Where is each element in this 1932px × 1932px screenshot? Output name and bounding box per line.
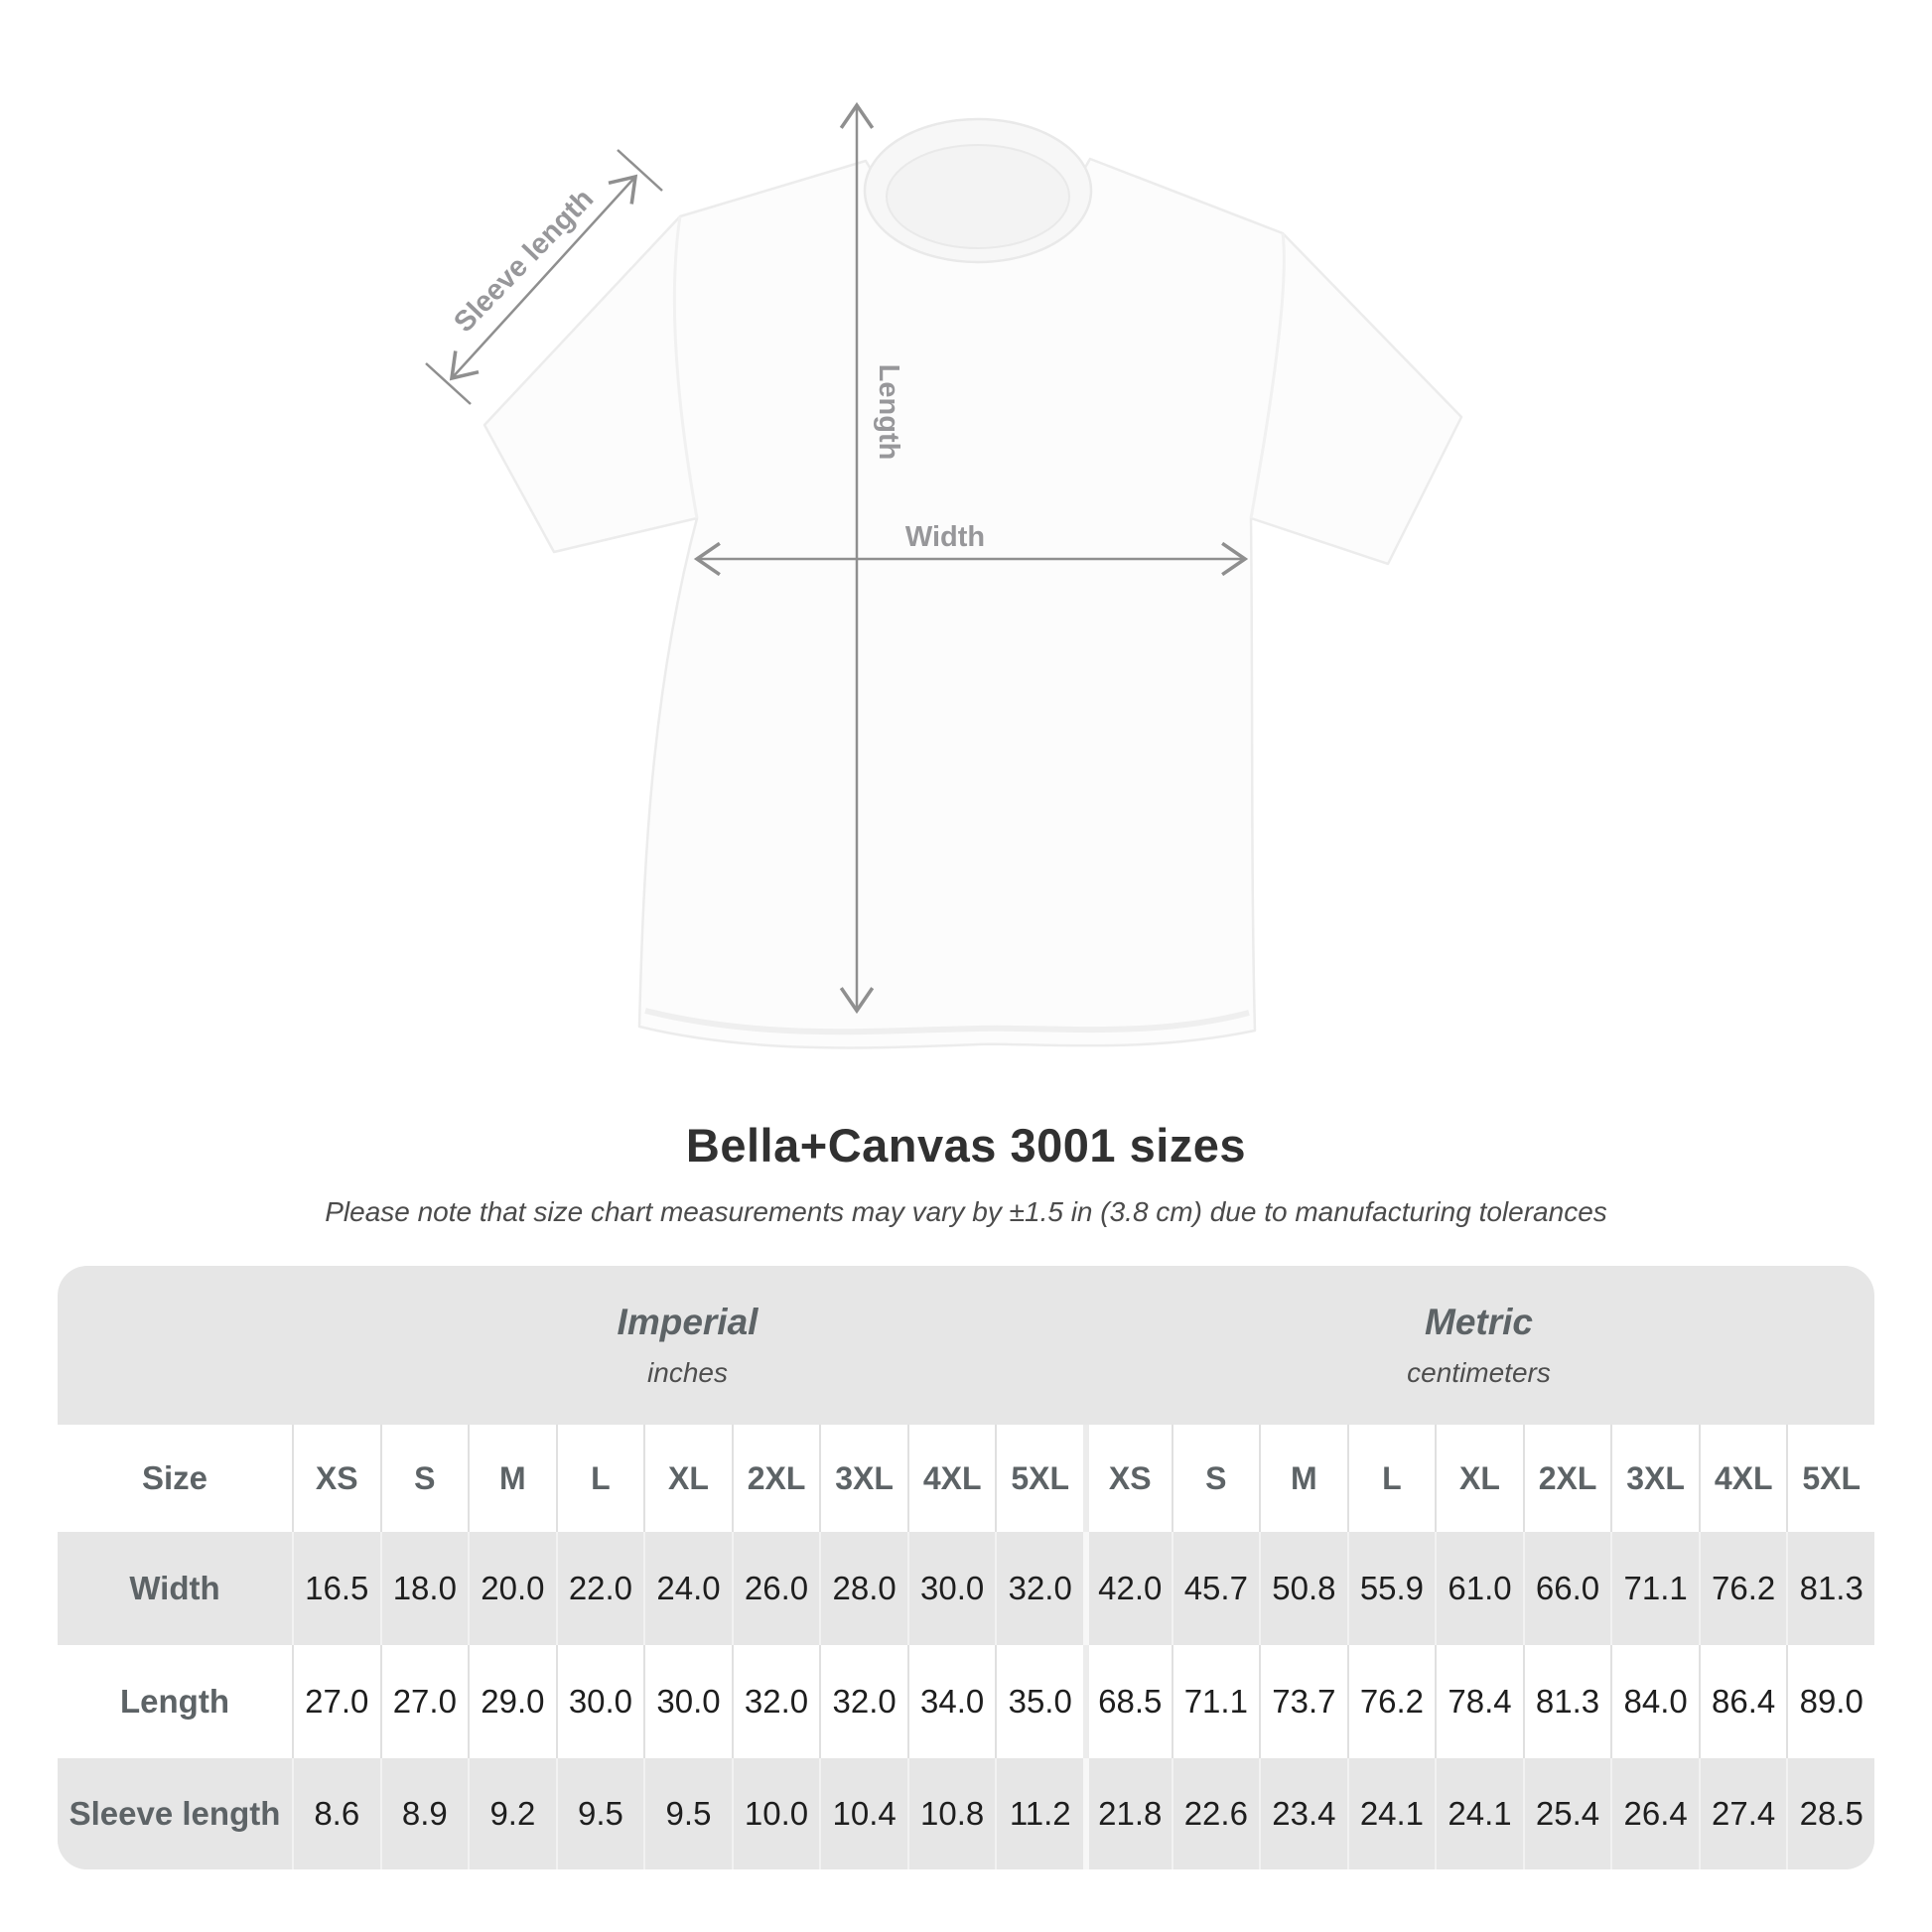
size-chart-value: 24.1 bbox=[1435, 1758, 1523, 1869]
size-chart-value: 71.1 bbox=[1172, 1645, 1260, 1758]
row-label-sleeve-length: Sleeve length bbox=[58, 1758, 292, 1869]
size-chart-value: 68.5 bbox=[1083, 1645, 1172, 1758]
size-chart-value: 9.5 bbox=[643, 1758, 732, 1869]
size-column-header: S bbox=[380, 1425, 469, 1532]
size-chart-value: 89.0 bbox=[1786, 1645, 1874, 1758]
size-chart-value: 45.7 bbox=[1172, 1532, 1260, 1645]
size-column-header: L bbox=[556, 1425, 644, 1532]
size-chart-value: 24.0 bbox=[643, 1532, 732, 1645]
size-column-header: S bbox=[1172, 1425, 1260, 1532]
size-chart-value: 10.4 bbox=[819, 1758, 907, 1869]
page-title: Bella+Canvas 3001 sizes bbox=[685, 1119, 1247, 1172]
row-label-width: Width bbox=[58, 1532, 292, 1645]
size-chart-value: 30.0 bbox=[907, 1532, 996, 1645]
size-chart-value: 18.0 bbox=[380, 1532, 469, 1645]
page-subtitle: Please note that size chart measurements may vary by ±1.5 in (3.8 cm) due to manufacturing tolerances bbox=[325, 1196, 1607, 1227]
size-column-header: XS bbox=[292, 1425, 380, 1532]
size-chart-value: 26.0 bbox=[732, 1532, 820, 1645]
size-column-header: M bbox=[468, 1425, 556, 1532]
sleeve-length-label: Sleeve length bbox=[448, 183, 601, 340]
size-chart-value: 30.0 bbox=[643, 1645, 732, 1758]
size-chart-value: 50.8 bbox=[1259, 1532, 1347, 1645]
width-label: Width bbox=[904, 521, 986, 553]
size-column-header: 5XL bbox=[1786, 1425, 1874, 1532]
size-chart-value: 23.4 bbox=[1259, 1758, 1347, 1869]
units-header-spacer bbox=[58, 1266, 292, 1425]
size-column-header: 4XL bbox=[1699, 1425, 1787, 1532]
size-column-header: M bbox=[1259, 1425, 1347, 1532]
imperial-group-unit: inches bbox=[647, 1357, 728, 1388]
size-chart-value: 73.7 bbox=[1259, 1645, 1347, 1758]
size-chart-value: 32.0 bbox=[995, 1532, 1083, 1645]
metric-group-title: Metric bbox=[1425, 1302, 1533, 1342]
size-chart-value: 78.4 bbox=[1435, 1645, 1523, 1758]
size-column-header: 2XL bbox=[732, 1425, 820, 1532]
size-chart-value: 21.8 bbox=[1083, 1758, 1172, 1869]
size-chart-value: 61.0 bbox=[1435, 1532, 1523, 1645]
size-chart-value: 8.6 bbox=[292, 1758, 380, 1869]
size-chart-value: 9.2 bbox=[468, 1758, 556, 1869]
size-chart-value: 42.0 bbox=[1083, 1532, 1172, 1645]
row-label-length: Length bbox=[58, 1645, 292, 1758]
size-chart-value: 29.0 bbox=[468, 1645, 556, 1758]
size-chart-value: 9.5 bbox=[556, 1758, 644, 1869]
size-column-header: 5XL bbox=[995, 1425, 1083, 1532]
size-column-header: 3XL bbox=[1610, 1425, 1699, 1532]
title-block bbox=[0, 1118, 1932, 1228]
tshirt-graphic bbox=[484, 159, 1461, 1047]
size-chart-value: 81.3 bbox=[1786, 1532, 1874, 1645]
collar-inner bbox=[887, 145, 1069, 248]
size-chart-value: 34.0 bbox=[907, 1645, 996, 1758]
size-chart-table bbox=[58, 1266, 1874, 1869]
size-column-header: XL bbox=[1435, 1425, 1523, 1532]
size-column-header: 3XL bbox=[819, 1425, 907, 1532]
size-chart-value: 28.5 bbox=[1786, 1758, 1874, 1869]
size-chart-value: 76.2 bbox=[1347, 1645, 1436, 1758]
sleeve-length-tick-bottom bbox=[426, 363, 471, 404]
size-chart-value: 20.0 bbox=[468, 1532, 556, 1645]
size-chart-value: 22.6 bbox=[1172, 1758, 1260, 1869]
size-chart-value: 32.0 bbox=[732, 1645, 820, 1758]
size-chart-value: 84.0 bbox=[1610, 1645, 1699, 1758]
size-column-header: XL bbox=[643, 1425, 732, 1532]
size-chart-value: 16.5 bbox=[292, 1532, 380, 1645]
imperial-group-header bbox=[292, 1266, 1083, 1425]
size-chart-value: 11.2 bbox=[995, 1758, 1083, 1869]
size-chart-value: 28.0 bbox=[819, 1532, 907, 1645]
size-chart-value: 32.0 bbox=[819, 1645, 907, 1758]
size-chart-value: 10.0 bbox=[732, 1758, 820, 1869]
imperial-group-title: Imperial bbox=[617, 1302, 759, 1342]
size-chart-value: 66.0 bbox=[1523, 1532, 1611, 1645]
length-label: Length bbox=[873, 363, 904, 461]
size-chart-value: 30.0 bbox=[556, 1645, 644, 1758]
size-chart-value: 10.8 bbox=[907, 1758, 996, 1869]
size-chart-value: 27.4 bbox=[1699, 1758, 1787, 1869]
size-column-header: XS bbox=[1083, 1425, 1172, 1532]
size-chart-value: 76.2 bbox=[1699, 1532, 1787, 1645]
size-chart-value: 27.0 bbox=[380, 1645, 469, 1758]
size-column-header: 2XL bbox=[1523, 1425, 1611, 1532]
size-chart-value: 86.4 bbox=[1699, 1645, 1787, 1758]
size-chart-value: 71.1 bbox=[1610, 1532, 1699, 1645]
size-chart-value: 35.0 bbox=[995, 1645, 1083, 1758]
size-chart-value: 25.4 bbox=[1523, 1758, 1611, 1869]
metric-group-header bbox=[1083, 1266, 1874, 1425]
size-chart-value: 81.3 bbox=[1523, 1645, 1611, 1758]
size-column-header: 4XL bbox=[907, 1425, 996, 1532]
size-chart-value: 24.1 bbox=[1347, 1758, 1436, 1869]
metric-group-unit: centimeters bbox=[1407, 1357, 1551, 1388]
size-chart-value: 26.4 bbox=[1610, 1758, 1699, 1869]
size-row-label: Size bbox=[58, 1425, 292, 1532]
size-chart-value: 55.9 bbox=[1347, 1532, 1436, 1645]
size-chart-value: 8.9 bbox=[380, 1758, 469, 1869]
size-column-header: L bbox=[1347, 1425, 1436, 1532]
sleeve-length-tick-top bbox=[618, 150, 662, 191]
size-chart-value: 22.0 bbox=[556, 1532, 644, 1645]
size-chart-value: 27.0 bbox=[292, 1645, 380, 1758]
